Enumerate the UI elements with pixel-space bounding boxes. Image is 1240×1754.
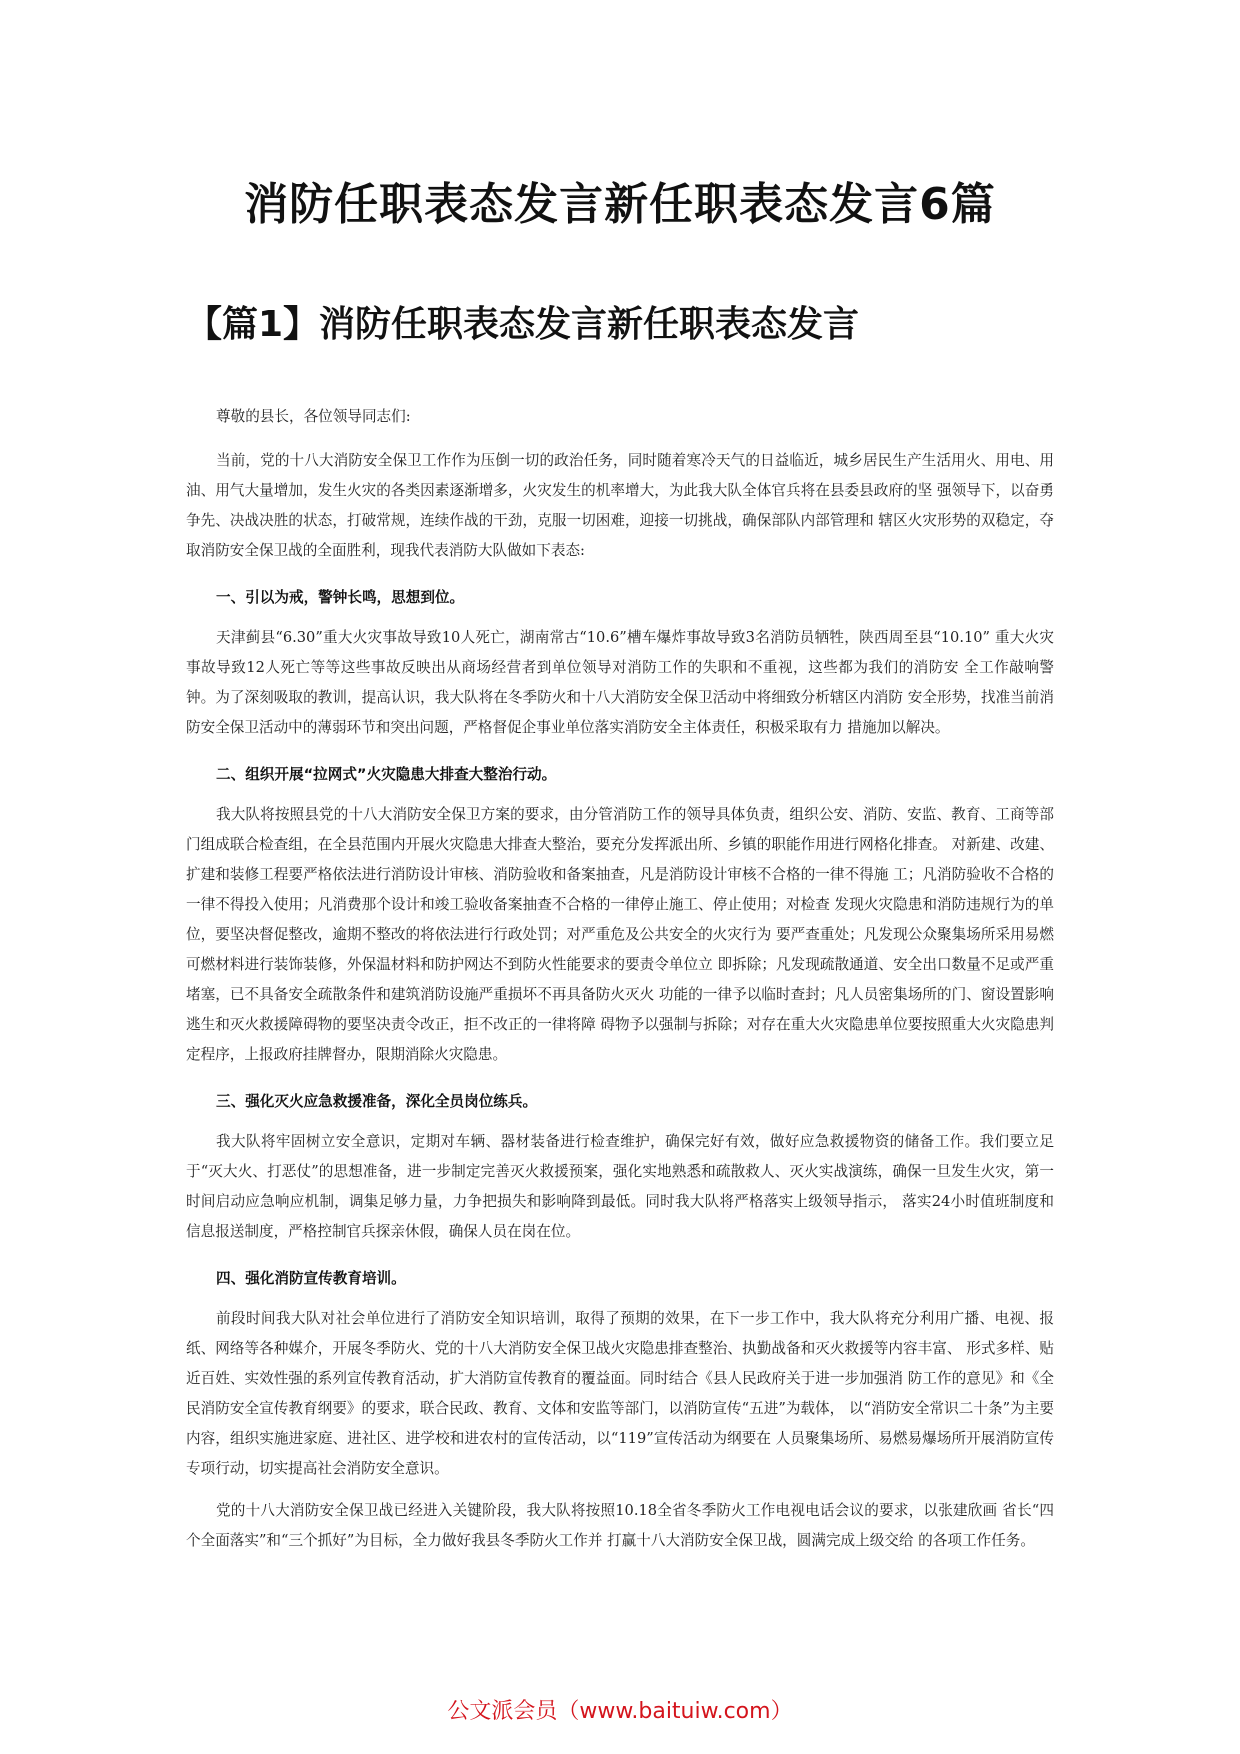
- closing-paragraph: 党的十八大消防安全保卫战已经进入关键阶段，我大队将按照10.18全省冬季防火工作电视电话会议的要求，以张建欣画 省长“四个全面落实”和“三个抓好”为目标，全力做好我县冬季防火工作并 打赢十八大消防安全保卫战，圆满完成上级交给 的各项工作任务。: [186, 1502, 1054, 1549]
- footer-watermark: 公文派会员（www.baituiw.com）: [447, 1699, 793, 1724]
- intro-paragraph: 当前，党的十八大消防安全保卫工作作为压倒一切的政治任务，同时随着寒冷天气的日益临近，城乡居民生产生活用火、用电、用油、用气大量增加，发生火灾的各类因素逐渐增多，火灾发生的机率增大，为此我大队全体官兵将在县委县政府的坚 强领导下，以奋勇争先、决战决胜的状态，打破常规，连续作战的干劲，克服一切困难，迎接一切挑战，确保部队内部管理和 辖区火灾形势的双稳定，夺取消防安全保卫战的全面胜利，现我代表消防大队做如下表态:: [186, 452, 1054, 559]
- section-paragraph-1: 天津蓟县“6.30”重大火灾事故导致10人死亡，湖南常古“10.6”槽车爆炸事故导致3名消防员牺牲，陕西周至县“10.10” 重大火灾事故导致12人死亡等等这些事故反映出从商场经营者到单位领导对消防工作的失职和不重视，这些都为我们的消防安 全工作敲响警钟。为了深刻吸取的教训，提高认识，我大队将在冬季防火和十八大消防安全保卫活动中将细致分析辖区内消防 安全形势，找准当前消防安全保卫活动中的薄弱环节和突出问题，严格督促企事业单位落实消防安全主体责任，积极采取有力 措施加以解决。: [186, 629, 1054, 736]
- section-heading-2: 二、组织开展“拉网式”火灾隐患大排查大整治行动。: [216, 766, 557, 783]
- section-paragraph-3: 我大队将牢固树立安全意识，定期对车辆、器材装备进行检查维护，确保完好有效，做好应急救援物资的储备工作。我们要立足于“灭大火、打恶仗”的思想准备，进一步制定完善灭火救援预案，强化实地熟悉和疏散救人、灭火实战演练，确保一旦发生火灾，第一时间启动应急响应机制，调集足够力量，力争把损失和影响降到最低。同时我大队将严格落实上级领导指示， 落实24小时值班制度和信息报送制度，严格控制官兵探亲休假，确保人员在岗在位。: [186, 1133, 1054, 1240]
- section-title: 【篇1】消防任职表态发言新任职表态发言: [186, 304, 860, 345]
- greeting: 尊敬的县长，各位领导同志们:: [216, 408, 411, 425]
- section-heading-3: 三、强化灭火应急救援准备，深化全员岗位练兵。: [216, 1093, 538, 1110]
- document-body: [186, 402, 1054, 1556]
- section-paragraph-4: 前段时间我大队对社会单位进行了消防安全知识培训，取得了预期的效果，在下一步工作中，我大队将充分利用广播、电视、报纸、网络等各种媒介，开展冬季防火、党的十八大消防安全保卫战火灾隐患排查整治、执勤战备和灭火救援等内容丰富、 形式多样、贴近百姓、实效性强的系列宣传教育活动，扩大消防宣传教育的覆益面。同时结合《县人民政府关于进一步加强消 防工作的意见》和《全民消防安全宣传教育纲要》的要求，联合民政、教育、文体和安监等部门，以消防宣传“五进”为载体， 以“消防安全常识二十条”为主要内容，组织实施进家庭、进社区、进学校和进农村的宣传活动，以“119”宣传活动为纲要在 人员聚集场所、易燃易爆场所开展消防宣传专项行动，切实提高社会消防安全意识。: [186, 1310, 1054, 1477]
- section-paragraph-2: 我大队将按照县党的十八大消防安全保卫方案的要求，由分管消防工作的领导具体负责，组织公安、消防、安监、教育、工商等部门组成联合检查组，在全县范围内开展火灾隐患大排查大整治，要充分发挥派出所、乡镇的职能作用进行网格化排查。 对新建、改建、扩建和装修工程要严格依法进行消防设计审核、消防验收和备案抽查，凡是消防设计审核不合格的一律不得施 工；凡消防验收不合格的一律不得投入使用；凡消费那个设计和竣工验收备案抽查不合格的一律停止施工、停止使用；对检查 发现火灾隐患和消防违规行为的单位，要坚决督促整改，逾期不整改的将依法进行行政处罚；对严重危及公共安全的火灾行为 要严查重处；凡发现公众聚集场所采用易燃可燃材料进行装饰装修，外保温材料和防护网达不到防火性能要求的要责令单位立 即拆除；凡发现疏散通道、安全出口数量不足或严重堵塞，已不具备安全疏散条件和建筑消防设施严重损坏不再具备防火灭火 功能的一律予以临时查封；凡人员密集场所的门、窗设置影响逃生和灭火救援障碍物的要坚决责令改正，拒不改正的一律将障 碍物予以强制与拆除；对存在重大火灾隐患单位要按照重大火灾隐患判定程序，上报政府挂牌督办，限期消除火灾隐患。: [186, 806, 1054, 1063]
- section-heading-4: 四、强化消防宣传教育培训。: [216, 1270, 406, 1287]
- document-title: 消防任职表态发言新任职表态发言6篇: [244, 179, 996, 230]
- section-heading-1: 一、引以为戒，警钟长鸣，思想到位。: [216, 589, 465, 606]
